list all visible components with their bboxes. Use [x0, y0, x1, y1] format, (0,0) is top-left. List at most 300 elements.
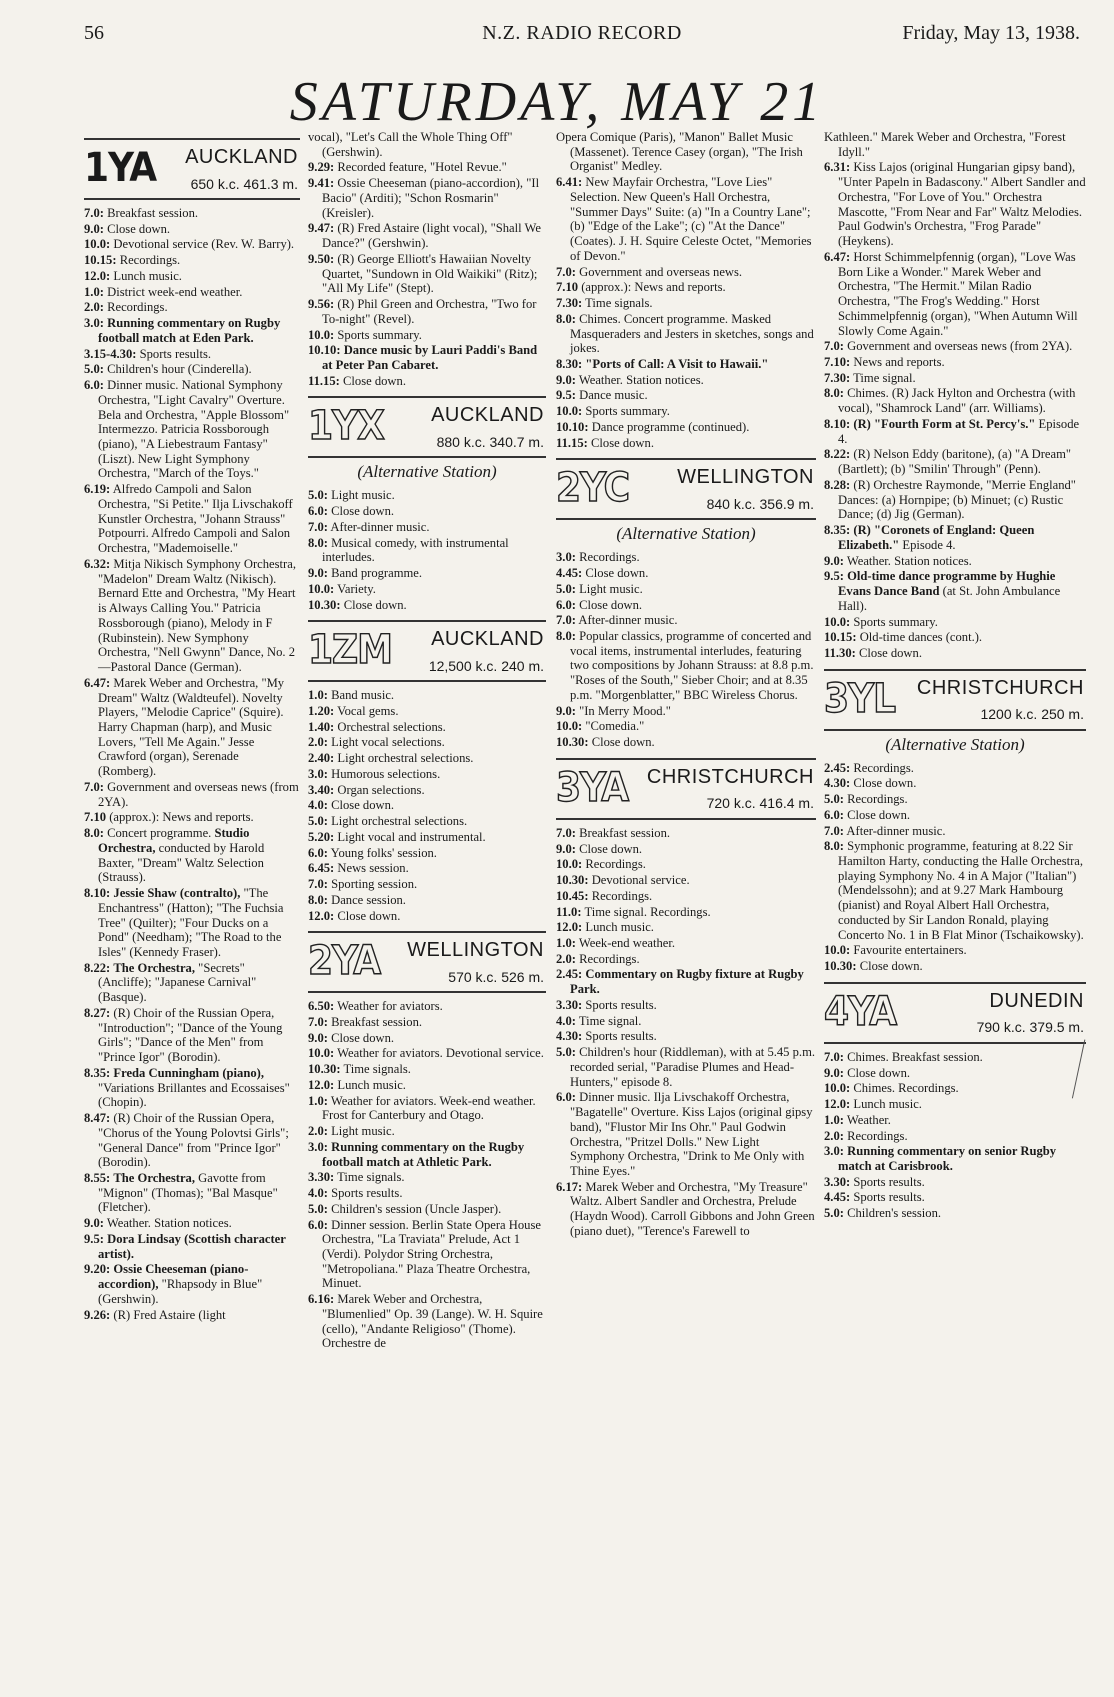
entry-text: Concert programme. — [107, 826, 212, 841]
entry-text: Episode 4. — [902, 537, 956, 552]
programme-entry — [556, 613, 816, 628]
entry-time: 10.0: — [308, 581, 335, 596]
programme-entry — [556, 842, 816, 857]
programme-entry — [824, 792, 1086, 807]
station-frequency: 790 k.c. 379.5 m. — [976, 1019, 1084, 1036]
entry-time: 3.40: — [308, 782, 335, 797]
station-city: DUNEDIN — [989, 989, 1084, 1012]
entry-text: Weather for aviators. Week-end weather. Frost for Canterbury and Otago. — [322, 1093, 536, 1123]
entry-text: Weather for aviators. Devotional service. — [337, 1046, 544, 1061]
programme-entry — [308, 1031, 546, 1046]
programme-entry — [824, 523, 1086, 552]
programme-entry — [308, 1202, 546, 1217]
entry-bold-text: Dora Lindsay (Scottish character artist). — [98, 1231, 286, 1261]
entry-time: 6.31: — [824, 160, 851, 175]
entry-text: Light vocal and instrumental. — [337, 829, 486, 844]
entry-text: Close down. — [331, 798, 395, 813]
entry-text: Time signal. Recordings. — [584, 904, 711, 919]
programme-entry — [84, 1111, 300, 1170]
programme-entry — [308, 1292, 546, 1351]
entry-text: Close down. — [331, 1030, 395, 1045]
entry-text: Light music. — [331, 1124, 395, 1139]
entry-time: 9.50: — [308, 251, 335, 266]
station-frequency: 720 k.c. 416.4 m. — [706, 795, 814, 812]
entry-time: 3.30: — [824, 1174, 851, 1189]
station-city: AUCKLAND — [185, 146, 298, 168]
entry-time: 3.0: — [308, 1139, 328, 1154]
programme-entry — [308, 1218, 546, 1292]
programme-entry — [308, 861, 546, 876]
programme-entry — [84, 300, 300, 315]
entry-bold-text: The Orchestra, — [113, 960, 196, 975]
entry-time: 5.0: — [824, 1206, 844, 1221]
entry-time: 3.30: — [556, 997, 583, 1012]
column-3 — [556, 130, 816, 1677]
programme-entry — [824, 386, 1086, 415]
programme-entry — [824, 1175, 1086, 1190]
entry-text: Old-time dances (cont.). — [859, 630, 983, 645]
entry-text: "In Merry Mood." — [579, 703, 671, 718]
programme-entry — [84, 557, 300, 675]
entry-time: 7.0: — [824, 339, 844, 354]
programme-entry — [824, 554, 1086, 569]
entry-text: Close down. — [847, 807, 911, 822]
entry-time: 8.35: — [84, 1065, 111, 1080]
entry-text: Musical comedy, with instrumental interludes. — [322, 535, 509, 565]
entry-text: Ossie Cheeseman (piano-accordion), "Il Bacio" (Arditi); "Schon Rosmarin" (Kreisler). — [322, 176, 540, 220]
entry-time: 5.0: — [308, 1201, 328, 1216]
entry-time: 6.32: — [84, 556, 111, 571]
station-frequency: 1200 k.c. 250 m. — [980, 706, 1084, 723]
entry-time: 4.0: — [308, 798, 328, 813]
programme-entry — [824, 417, 1086, 446]
programme-entry — [556, 436, 816, 451]
entry-time: 7.30: — [556, 296, 583, 311]
entry-text: Close down. — [331, 504, 395, 519]
entry-text: "Comedia." — [585, 719, 645, 734]
column-2 — [308, 130, 546, 1677]
entry-time: 6.50: — [308, 999, 335, 1014]
entry-time: 11.0: — [556, 904, 582, 919]
entry-text: Sports results. — [853, 1190, 925, 1205]
entry-text: Recordings. — [119, 253, 181, 268]
programme-entry — [556, 404, 816, 419]
entry-bold-text: Freda Cunningham (piano), — [113, 1065, 264, 1080]
station-callsign: 1YA — [84, 145, 157, 191]
entry-time: 3.15-4.30: — [84, 346, 137, 361]
entry-time: 7.0: — [824, 1049, 844, 1064]
entry-text: Chimes. (R) Jack Hylton and Orchestra (with vocal), "Shamrock Land" (arr. Williams). — [838, 386, 1076, 416]
entry-text: News session. — [337, 861, 409, 876]
entry-text: Light orchestral selections. — [337, 751, 474, 766]
entry-bold-text: Running commentary on the Rugby football match at Athletic Park. — [322, 1139, 525, 1169]
programme-entry — [308, 374, 546, 389]
programme-entry — [84, 886, 300, 960]
entry-time: 6.47: — [84, 675, 111, 690]
entry-text: Band programme. — [331, 566, 423, 581]
entry-time: 5.0: — [308, 814, 328, 829]
programme-entry — [308, 783, 546, 798]
entry-time: 7.0: — [556, 264, 576, 279]
entry-time: 1.0: — [308, 1093, 328, 1108]
programme-entry — [84, 482, 300, 556]
entry-time: 4.0: — [308, 1186, 328, 1201]
entry-time: 10.0: — [84, 237, 111, 252]
entry-text: Light music. — [579, 581, 643, 596]
entry-text: vocal), "Let's Call the Whole Thing Off" (Gershwin). — [308, 130, 513, 159]
entry-time: 6.41: — [556, 175, 583, 190]
entry-text: Breakfast session. — [107, 206, 199, 220]
entry-time: 9.5: — [824, 569, 844, 584]
entry-text: District week-end weather. — [107, 284, 243, 299]
entry-text: Favourite entertainers. — [853, 943, 967, 958]
station-callsign: 3YL — [824, 675, 896, 722]
entry-text: Government and overseas news (from 2YA). — [847, 339, 1073, 354]
entry-text: (R) Choir of the Russian Opera, "Introduction"; "Dance of the Young Girls"; "Dance of the Men" from "Prince Igor" (Borodin). — [98, 1005, 283, 1065]
programme-entry — [824, 959, 1086, 974]
entry-time: 10.0: — [824, 1081, 851, 1096]
entry-text: Recorded feature, "Hotel Revue." — [337, 160, 507, 175]
programme-entry — [308, 1062, 546, 1077]
entry-text: Lunch music. — [337, 1077, 406, 1092]
entry-time: 4.0: — [556, 1013, 576, 1028]
entry-text: Close down. — [343, 373, 406, 388]
programme-entry — [84, 237, 300, 252]
entry-time: 9.0: — [308, 1030, 328, 1045]
programme-entry — [84, 316, 300, 345]
programme-entry — [84, 810, 300, 825]
entry-time: 2.40: — [308, 751, 335, 766]
entry-text: Sports results. — [585, 1029, 657, 1044]
programme-entry — [556, 373, 816, 388]
programme-entry — [556, 312, 816, 356]
entry-text: Light vocal selections. — [331, 735, 445, 750]
station-frequency: 840 k.c. 356.9 m. — [706, 496, 814, 513]
entry-time: 7.0: — [824, 823, 844, 838]
entry-text: Time signals. — [337, 1170, 405, 1185]
station-header — [308, 931, 546, 993]
programme-entry — [824, 447, 1086, 476]
entry-time: 5.0: — [824, 792, 844, 807]
programme-entry — [308, 814, 546, 829]
entry-text: Chimes. Breakfast session. — [847, 1049, 983, 1064]
programme-entry — [556, 566, 816, 581]
programme-entry — [308, 704, 546, 719]
entry-time: 1.0: — [824, 1112, 844, 1127]
programme-entry — [84, 1232, 300, 1261]
programme-entry — [824, 646, 1086, 661]
programme-entry — [84, 1171, 300, 1215]
entry-time: 2.0: — [308, 735, 328, 750]
entry-time: 3.0: — [84, 316, 104, 331]
entry-text: After-dinner music. — [330, 519, 430, 534]
page-number: 56 — [84, 22, 104, 44]
programme-entry — [308, 999, 546, 1014]
entry-time: 7.0: — [308, 1014, 328, 1029]
entry-time: 1.0: — [308, 688, 328, 703]
station-callsign: 1ZM — [308, 627, 392, 674]
programme-entry — [824, 1206, 1086, 1221]
entry-bold-text: (R) "Fourth Form at St. Percy's." — [853, 416, 1036, 431]
alternative-station-label: (Alternative Station) — [885, 734, 1025, 754]
entry-text: Dance music. — [579, 388, 648, 403]
entry-text: Close down. — [591, 735, 655, 750]
entry-time: 8.28: — [824, 477, 851, 492]
programme-entry — [84, 676, 300, 779]
entry-time: 6.0: — [84, 378, 104, 393]
entry-time: 9.0: — [556, 841, 576, 856]
programme-entry — [824, 1113, 1086, 1128]
entry-text: Close down. — [579, 841, 643, 856]
station-callsign: 2YC — [556, 465, 630, 512]
entry-bold-text: The Orchestra, — [113, 1171, 196, 1185]
entry-text: Young folks' session. — [330, 845, 437, 860]
entry-text: Horst Schimmelpfennig (organ), "Love Was Born Like a Wonder." Marek Weber and Orchestra, "The Hermit." Milan Radio Orchestra, "The Frog's Wedding." Horst Schimmelpfennig (organ), "When Autumn Will Slowly Come Again." — [838, 249, 1078, 338]
programme-entry — [556, 905, 816, 920]
entry-time: 9.41: — [308, 176, 335, 191]
programme-entry — [308, 1046, 546, 1061]
programme-entry — [84, 362, 300, 377]
entry-text: Breakfast session. — [579, 825, 671, 840]
programme-entry — [556, 598, 816, 613]
page-header — [84, 22, 1080, 52]
entry-text: Dinner music. National Symphony Orchestra, "Light Cavalry" Overture. Bela and Orchestra, "Apple Blossom" Intermezzo. Patricia Rossborough (piano), "A Liebestraum Fantasy" (Liszt). New Light Symphony Orchestra, "March of the Toys." — [98, 378, 290, 481]
station-callsign: 4YA — [824, 988, 897, 1035]
station-header — [556, 458, 816, 520]
programme-entry — [556, 1090, 816, 1178]
programme-entry — [824, 478, 1086, 522]
programme-entry — [556, 826, 816, 841]
entry-text: Gavotte from "Mignon" (Thomas); "Bal Masque" (Fletcher). — [98, 1171, 278, 1215]
programme-entry — [308, 767, 546, 782]
entry-text: Recordings. — [107, 300, 168, 315]
entry-text: Popular classics, programme of concerted and vocal items, instrumental interludes, featuring two compositions by Johann Strauss: at 8.8 p.m. "Roses of the South," Sieber Choir; and at 8.35 p.m. "Morgenblatter," BBC Wireless Chorus. — [570, 628, 814, 702]
entry-time: 2.45: — [556, 967, 583, 982]
entry-time: 10.30: — [556, 873, 589, 888]
entry-text: Alfredo Campoli and Salon Orchestra, "Si Petite." Ilja Livschakoff Kunstler Orchestra, "Johann Strauss" Potpourri. Alfredo Campoli and Salon Orchestra, "Mademoiselle." — [98, 482, 293, 556]
programme-entry — [824, 130, 1086, 159]
programme-entry — [556, 265, 816, 280]
entry-text: Close down. — [579, 597, 643, 612]
entry-time: 11.15: — [556, 435, 588, 450]
entry-time: 6.16: — [308, 1292, 335, 1307]
masthead: N.Z. RADIO RECORD — [482, 22, 682, 44]
entry-time: 12.0: — [84, 268, 111, 283]
entry-time: 4.30: — [556, 1029, 583, 1044]
programme-entry — [84, 961, 300, 1005]
programme-entry — [308, 328, 546, 343]
entry-bold-text: (R) "Coronets of England: Queen Elizabeth." — [838, 523, 1035, 552]
programme-entry — [824, 761, 1086, 776]
entry-time: 8.0: — [556, 628, 576, 643]
entry-time: 1.40: — [308, 719, 335, 734]
entry-time: 8.0: — [84, 826, 104, 841]
entry-time: 9.0: — [556, 703, 576, 718]
station-header — [308, 396, 546, 458]
entry-time: 5.0: — [556, 581, 576, 596]
entry-time: 5.0: — [308, 488, 328, 503]
entry-time: 8.35: — [824, 523, 851, 538]
entry-bold-text: Dance music by Lauri Paddi's Band at Peter Pan Cabaret. — [322, 343, 538, 373]
programme-entry — [824, 808, 1086, 823]
entry-text: Weather for aviators. — [337, 999, 443, 1014]
entry-time: 4.45: — [824, 1190, 851, 1205]
entry-bold-text: Ossie Cheeseman (piano-accordion), — [98, 1262, 249, 1292]
entry-text: (approx.): News and reports. — [581, 280, 726, 295]
station-header — [308, 620, 546, 682]
alternative-station-label: (Alternative Station) — [357, 462, 497, 482]
entry-time: 7.0: — [84, 779, 104, 794]
entry-text: Time signal. — [853, 370, 916, 385]
entry-time: 9.0: — [308, 566, 328, 581]
programme-entry — [308, 720, 546, 735]
programme-entry — [308, 160, 546, 175]
entry-text: Time signal. — [578, 1013, 642, 1028]
programme-entry — [556, 936, 816, 951]
entry-time: 9.5: — [556, 388, 576, 403]
entry-text: Chimes. Concert programme. Masked Masqueraders and Jesters in sketches, songs and jokes. — [570, 311, 814, 356]
station-callsign: 3YA — [556, 764, 629, 811]
station-header — [84, 138, 300, 200]
programme-entry — [556, 1029, 816, 1044]
alternative-station-label: (Alternative Station) — [616, 524, 756, 544]
entry-text: Humorous selections. — [331, 766, 441, 781]
entry-time: 10.0: — [308, 1046, 335, 1061]
entry-time: 6.0: — [308, 845, 328, 860]
entry-time: 8.0: — [308, 535, 328, 550]
programme-entry — [308, 598, 546, 613]
programme-entry — [556, 889, 816, 904]
entry-text: After-dinner music. — [578, 613, 678, 628]
programme-entry — [556, 952, 816, 967]
entry-time: 2.0: — [824, 1128, 844, 1143]
entry-text: Children's session. — [847, 1206, 942, 1221]
entry-text: Kathleen." Marek Weber and Orchestra, "Forest Idyll." — [824, 130, 1066, 159]
station-callsign: 2YA — [308, 938, 381, 985]
entry-text: Close down. — [343, 597, 407, 612]
entry-time: 10.10: — [308, 343, 341, 358]
programme-entry — [84, 780, 300, 809]
programme-entry — [84, 1308, 300, 1323]
entry-time: 9.0: — [824, 1065, 844, 1080]
entry-time: 8.10: — [824, 416, 851, 431]
programme-entry — [556, 1045, 816, 1089]
entry-time: 6.19: — [84, 482, 111, 497]
station-city: CHRISTCHURCH — [916, 676, 1084, 699]
programme-entry — [84, 269, 300, 284]
programme-entry — [308, 252, 546, 296]
programme-entry — [84, 253, 300, 268]
entry-time: 12.0: — [824, 1097, 851, 1112]
entry-text: Recordings. — [591, 888, 653, 903]
programme-entry — [308, 877, 546, 892]
programme-entry — [824, 1050, 1086, 1065]
programme-entry — [824, 1144, 1086, 1173]
entry-text: Dinner session. Berlin State Opera House Orchestra, "La Traviata" Prelude, Act 1 (Verdi). Polydor String Orchestra, "Metropoliana." Plaza Theatre Orchestra, Minuet. — [322, 1217, 541, 1291]
entry-time: 7.0: — [308, 877, 328, 892]
entry-time: 10.10: — [556, 419, 589, 434]
entry-time: 9.47: — [308, 221, 335, 236]
programme-entry — [84, 1006, 300, 1065]
station-frequency: 570 k.c. 526 m. — [448, 968, 544, 985]
entry-text: Light orchestral selections. — [331, 814, 468, 829]
entry-time: 7.0: — [84, 206, 104, 220]
entry-text: New Mayfair Orchestra, "Love Lies" Selection. New Queen's Hall Orchestra, "Summer Days" Suite: (a) "In a Country Lane"; (b) "Edge of the Lake"; (c) "At the Dance" (Coates). J. H. Squire Celeste Octet, "Memories of Devon." — [570, 175, 812, 263]
entry-text: Dinner music. Ilja Livschakoff Orchestra, "Bagatelle" Overture. Kiss Lajos (original gipsy band), "Flustor Mir Ins Ohr." Paul Godwin Orchestra, "Pritzel Dolls." New Light Symphony Orchestra, "Drink to Me Only with Thine Eyes." — [570, 1090, 813, 1178]
entry-text: Band music. — [331, 688, 395, 703]
entry-text: Sports summary. — [337, 327, 422, 342]
entry-text: Variety. — [337, 581, 376, 596]
programme-entry — [84, 347, 300, 362]
entry-time: 10.30: — [556, 735, 589, 750]
entry-text: Time signals. — [585, 296, 653, 311]
entry-text: Weather. — [846, 1112, 891, 1127]
entry-time: 6.0: — [556, 1090, 576, 1105]
programme-entry — [824, 943, 1086, 958]
entry-text: (R) Fred Astaire (light — [113, 1307, 226, 1322]
programme-entry — [824, 339, 1086, 354]
programme-entry — [84, 285, 300, 300]
entry-text: Marek Weber and Orchestra, "My Treasure" Waltz. Albert Sandler and Orchestra, Prelude (Haydn Wood). Carroll Gibbons and John Green (piano duet), "Terence's Farewell to — [570, 1179, 815, 1238]
entry-text: Orchestral selections. — [337, 719, 446, 734]
station-city: WELLINGTON — [677, 466, 814, 489]
entry-time: 4.45: — [556, 566, 583, 581]
entry-bold-text: Old-time dance programme by Hughie Evans Dance Band — [838, 569, 1056, 599]
programme-entry — [556, 967, 816, 996]
entry-time: 1.0: — [556, 935, 576, 950]
programme-entry — [824, 1097, 1086, 1112]
entry-text: Close down. — [337, 908, 401, 923]
entry-time: 6.0: — [308, 504, 328, 519]
entry-text: Close down. — [585, 566, 649, 581]
programme-entry — [308, 1078, 546, 1093]
entry-text: Lunch music. — [113, 268, 182, 283]
programme-entry — [84, 1262, 300, 1306]
entry-text: Marek Weber and Orchestra, "My Dream" Waltz (Waldteufel). Novelty Players, "Melodie Caprice" (Squire). Harry Chapman (harp), and Music Lovers, "Tell Me Again." Jesse Crawford (organ), Serenade (Romberg). — [98, 675, 285, 779]
station-frequency: 12,500 k.c. 240 m. — [428, 657, 544, 674]
entry-text: Devotional service (Rev. W. Barry). — [113, 237, 295, 252]
entry-text: Recordings. — [579, 550, 640, 565]
entry-text: Sports results. — [853, 1174, 925, 1189]
entry-time: 7.0: — [308, 519, 328, 534]
station-city: CHRISTCHURCH — [646, 765, 814, 788]
station-city: WELLINGTON — [407, 939, 544, 962]
entry-time: 8.0: — [556, 311, 576, 326]
programme-entry — [556, 420, 816, 435]
programme-entry — [308, 582, 546, 597]
programme-entry — [824, 250, 1086, 338]
entry-time: 8.30: — [556, 357, 583, 372]
entry-bold-text: Commentary on Rugby fixture at Rugby Park. — [570, 967, 804, 997]
entry-time: 6.17: — [556, 1179, 583, 1194]
entry-text: Dance session. — [331, 892, 406, 907]
entry-time: 11.15: — [308, 373, 340, 388]
entry-text: Government and overseas news (from 2YA). — [98, 779, 299, 809]
programme-entry — [308, 830, 546, 845]
entry-text: After-dinner music. — [846, 823, 946, 838]
entry-text: Mitja Nikisch Symphony Orchestra, "Madelon" Dream Waltz (Nikisch). Bernard Ette and Orchestra, "My Heart is Always Calling You." Patricia Rossborough (piano), Melody in F (Rubinstein). New Symphony Orchestra, "Nell Gwynn" Dance, No. 2—Pastoral Dance (German). — [98, 556, 296, 675]
entry-time: 6.45: — [308, 861, 335, 876]
programme-entry — [556, 296, 816, 311]
entry-text: (approx.): News and reports. — [109, 810, 254, 825]
entry-time: 3.0: — [556, 550, 576, 565]
entry-time: 10.30: — [824, 959, 857, 974]
entry-time: 6.0: — [308, 1217, 328, 1232]
entry-time: 2.0: — [308, 1124, 328, 1139]
programme-entry — [824, 776, 1086, 791]
programme-entry — [824, 615, 1086, 630]
programme-entry — [308, 909, 546, 924]
